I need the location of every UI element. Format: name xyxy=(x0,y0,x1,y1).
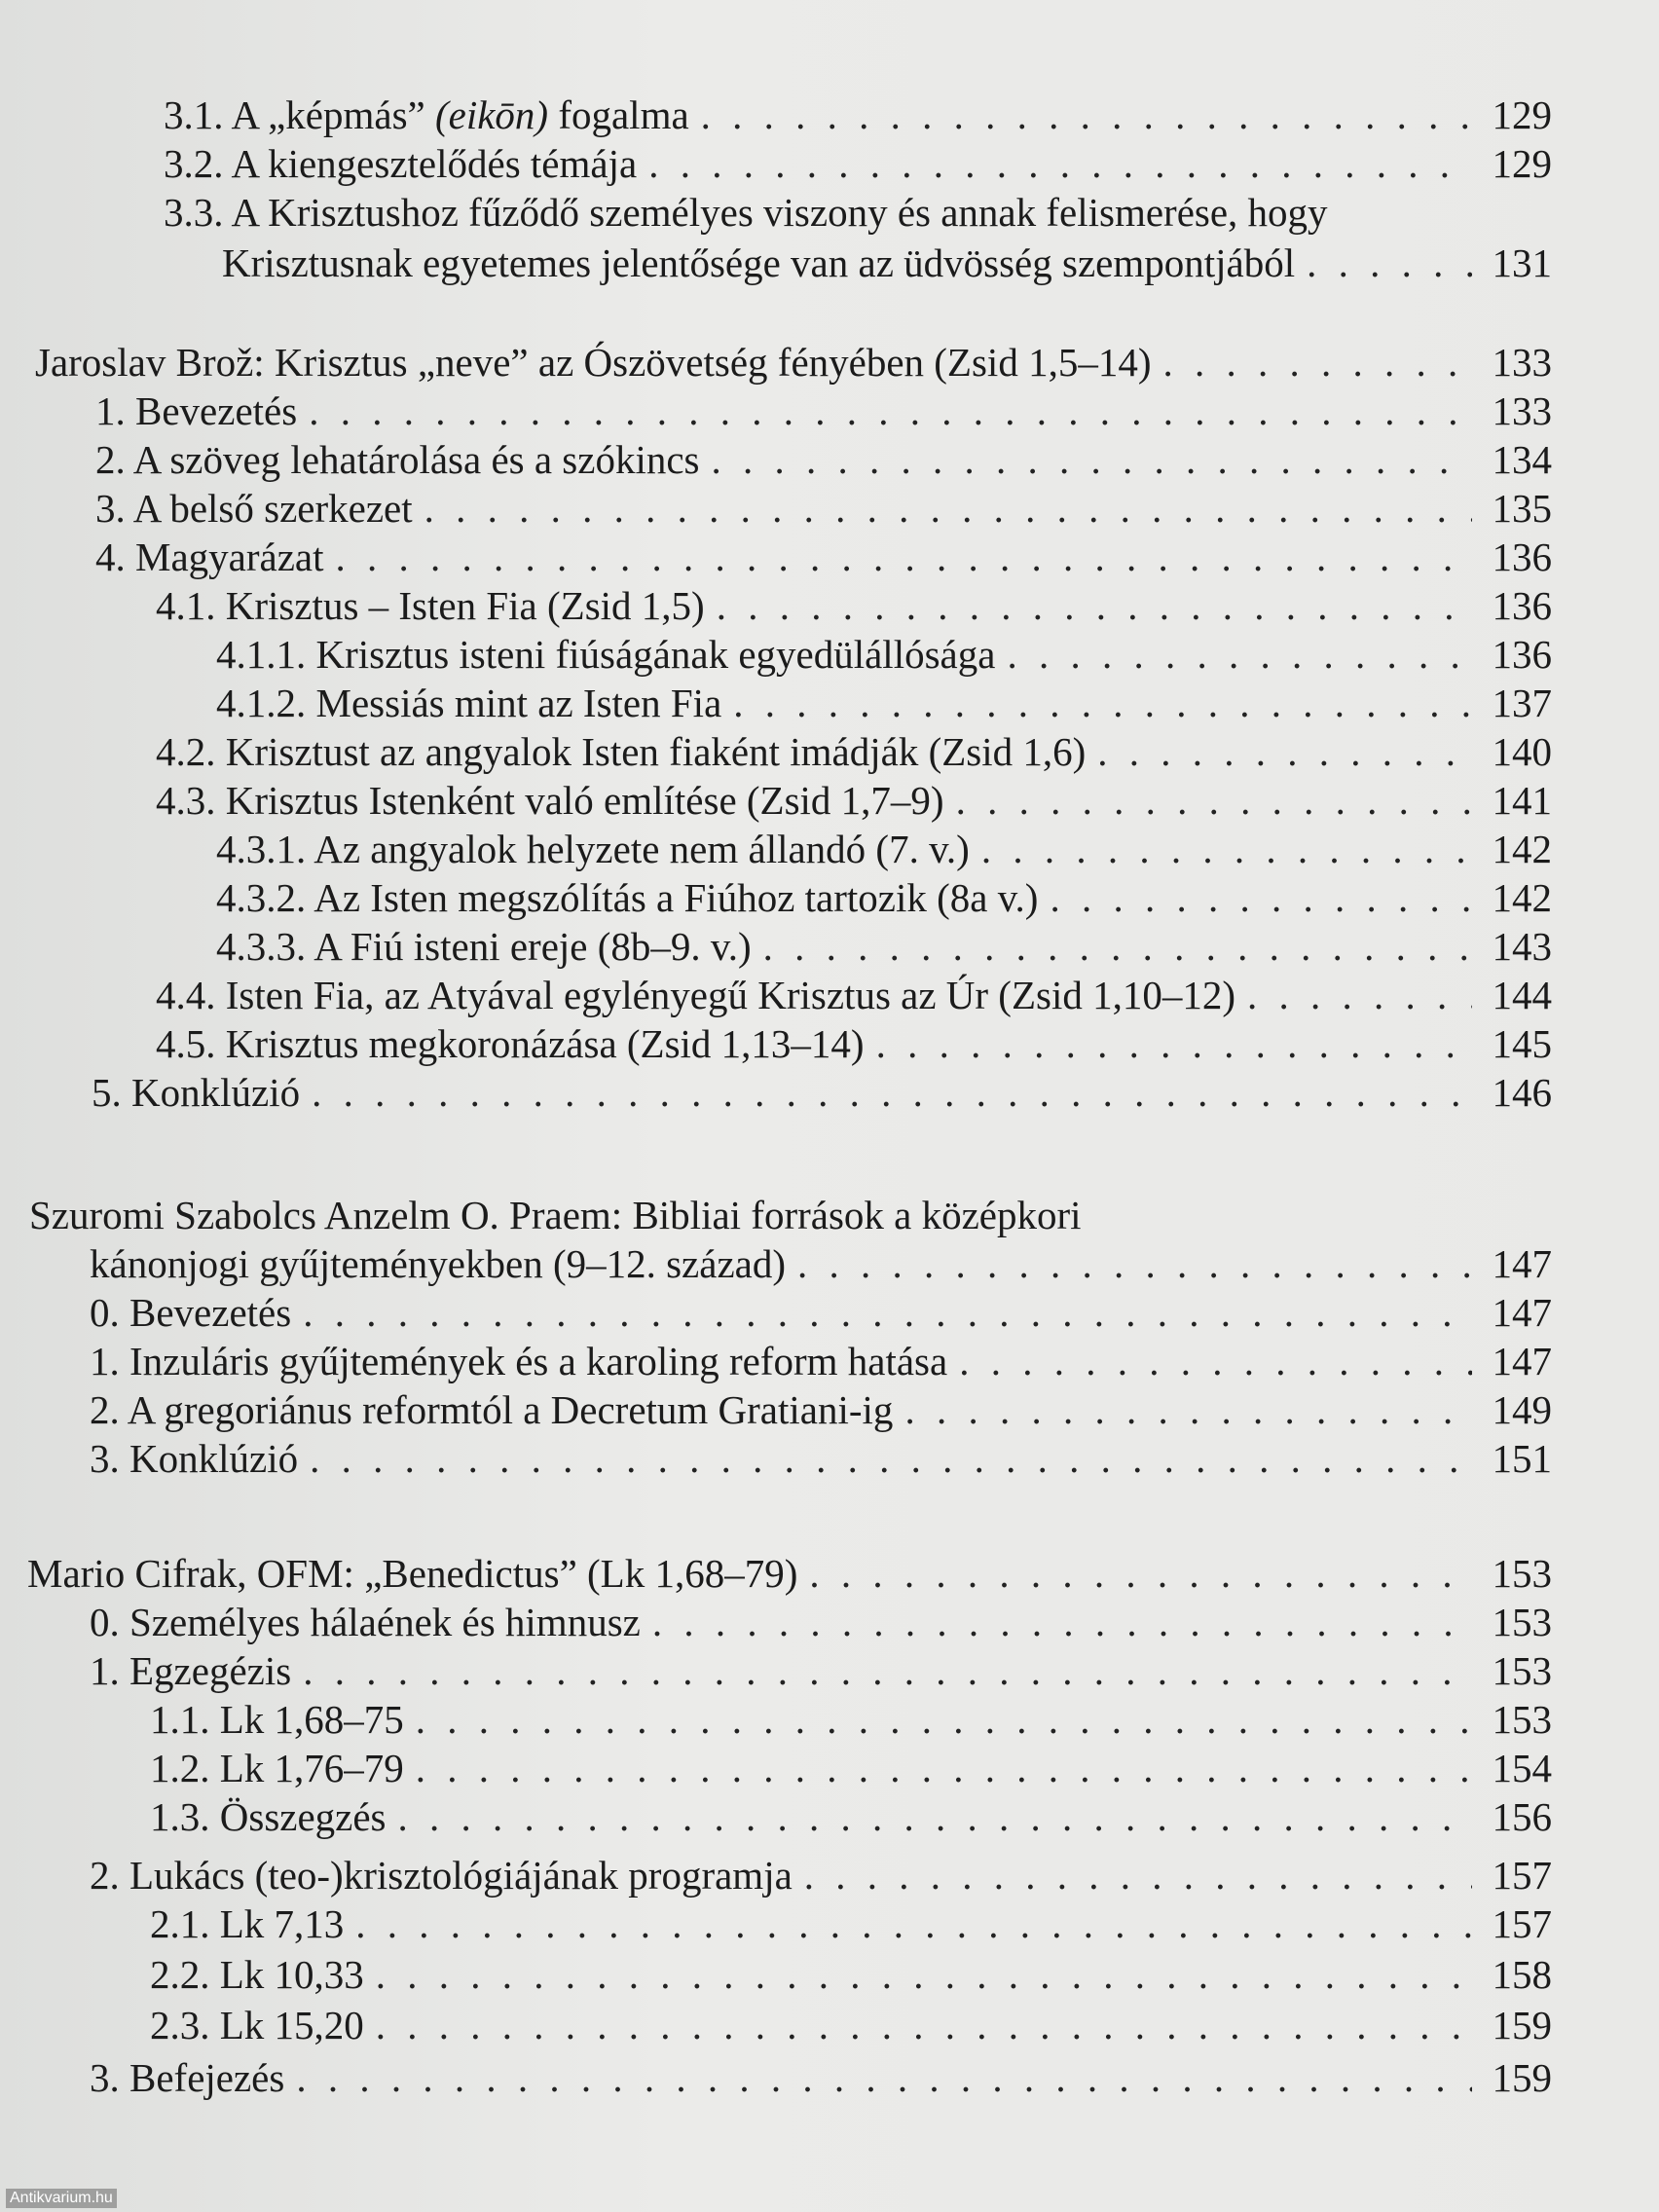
toc-entry-title: 4.3.2. Az Isten megszólítás a Fiúhoz tartozik (8a v.) xyxy=(216,875,1039,920)
toc-entry xyxy=(156,775,1552,826)
toc-page-number: 134 xyxy=(1492,437,1552,482)
toc-page-number: 137 xyxy=(1492,681,1552,725)
leader-dots xyxy=(733,678,1472,728)
leader-dots xyxy=(904,1384,1472,1435)
toc-entry-title: 0. Személyes hálaének és himnusz xyxy=(90,1600,641,1644)
toc-page-number: 157 xyxy=(1492,1853,1552,1898)
toc-page-number: 153 xyxy=(1492,1551,1552,1596)
toc-entry-title: 4.3.3. A Fiú isteni ereje (8b–9. v.) xyxy=(216,924,752,969)
toc-entry-title: 3. Befejezés xyxy=(90,2055,285,2100)
toc-entry xyxy=(90,1433,1552,1484)
toc-page-number: 156 xyxy=(1492,1794,1552,1839)
toc-entry-title: 2. A szöveg lehatárolása és a szókincs xyxy=(95,437,700,482)
leader-dots xyxy=(424,483,1472,534)
leader-dots xyxy=(398,1791,1472,1842)
toc-page-number: 147 xyxy=(1492,1339,1552,1383)
toc-entry-title: kánonjogi gyűjteményekben (9–12. század) xyxy=(90,1241,786,1286)
toc-page-number: 141 xyxy=(1492,778,1552,823)
toc-entry xyxy=(150,1899,1552,1949)
toc-page-number: 153 xyxy=(1492,1648,1552,1693)
toc-page-number: 136 xyxy=(1492,632,1552,677)
toc-page-number: 142 xyxy=(1492,875,1552,920)
toc-page-number: 151 xyxy=(1492,1436,1552,1481)
toc-entry xyxy=(90,1597,1552,1647)
leader-dots xyxy=(336,532,1473,582)
toc-entry xyxy=(216,872,1552,923)
toc-entry xyxy=(90,1336,1552,1386)
toc-entry-title: Jaroslav Brož: Krisztus „neve” az Ószövetség fényében (Zsid 1,5–14) xyxy=(35,340,1152,385)
toc-entry-title: 1.3. Összegzés xyxy=(150,1794,387,1839)
toc-page-number: 153 xyxy=(1492,1600,1552,1644)
toc-page-number: 147 xyxy=(1492,1290,1552,1335)
toc-entry-title: 4.1.1. Krisztus isteni fiúságának egyedülállósága xyxy=(216,632,996,677)
toc-entry xyxy=(216,678,1552,728)
toc-page-number: 143 xyxy=(1492,924,1552,969)
toc-page-number: 129 xyxy=(1492,141,1552,186)
toc-entry-title: 2. A gregoriánus reformtól a Decretum Gratiani-ig xyxy=(90,1387,894,1432)
toc-entry-title: 4. Magyarázat xyxy=(95,535,324,579)
leader-dots xyxy=(1007,629,1472,680)
toc-page-number: 149 xyxy=(1492,1387,1552,1432)
toc-entry xyxy=(35,337,1552,387)
toc-entry-title: 2. Lukács (teo-)krisztológiájának programja xyxy=(90,1853,793,1898)
leader-dots xyxy=(652,1597,1472,1647)
leader-dots xyxy=(416,1694,1472,1745)
leader-dots xyxy=(1307,238,1472,288)
toc-entry xyxy=(164,138,1552,189)
leader-dots xyxy=(310,1433,1472,1484)
toc-entry xyxy=(95,483,1552,534)
leader-dots xyxy=(1162,337,1472,387)
toc-entry-title: 1. Egzegézis xyxy=(90,1648,292,1693)
leader-dots xyxy=(804,1850,1472,1900)
toc-entry-title: 5. Konklúzió xyxy=(92,1070,301,1115)
leader-dots xyxy=(763,921,1472,972)
toc-entry xyxy=(90,1384,1552,1435)
toc-entry xyxy=(156,970,1552,1020)
toc-page-number: 133 xyxy=(1492,340,1552,385)
toc-page-number: 136 xyxy=(1492,535,1552,579)
toc-entry xyxy=(216,921,1552,972)
toc-entry-title: 1. Inzuláris gyűjtemények és a karoling reform hatása xyxy=(90,1339,948,1383)
toc-page-number: 159 xyxy=(1492,2055,1552,2100)
toc-entry-title: Mario Cifrak, OFM: „Benedictus” (Lk 1,68–79) xyxy=(27,1551,798,1596)
toc-entry xyxy=(27,1548,1552,1599)
toc-page-number: 133 xyxy=(1492,388,1552,433)
toc-entry-title: 3.2. A kiengesztelődés témája xyxy=(164,141,638,186)
toc-page-number: 131 xyxy=(1492,240,1552,285)
toc-entry xyxy=(150,2000,1552,2050)
toc-entry xyxy=(216,629,1552,680)
toc-page-number: 147 xyxy=(1492,1241,1552,1286)
toc-entry xyxy=(90,1850,1552,1900)
toc-entry xyxy=(156,1018,1552,1069)
leader-dots xyxy=(1097,726,1472,777)
leader-dots xyxy=(376,2000,1472,2050)
toc-entry xyxy=(90,1238,1552,1289)
toc-entry xyxy=(150,1791,1552,1842)
toc-entry xyxy=(90,1645,1552,1696)
toc-page-number: 140 xyxy=(1492,729,1552,774)
toc-entry xyxy=(156,726,1552,777)
toc-entry xyxy=(95,532,1552,582)
toc-entry-title: 2.3. Lk 15,20 xyxy=(150,2003,364,2047)
leader-dots xyxy=(303,1645,1472,1696)
toc-entry xyxy=(222,238,1552,288)
toc-page-number: 154 xyxy=(1492,1746,1552,1790)
leader-dots xyxy=(296,2052,1472,2103)
toc-entry-title: 0. Bevezetés xyxy=(90,1290,292,1335)
toc-entry xyxy=(90,1287,1552,1338)
watermark: Antikvarium.hu xyxy=(6,2189,117,2208)
toc-page-number: 135 xyxy=(1492,486,1552,531)
toc-entry xyxy=(150,1743,1552,1793)
toc-entry-title: 3.3. A Krisztushoz fűződő személyes viszony és annak felismerése, hogy xyxy=(164,190,1328,235)
toc-page-number: 157 xyxy=(1492,1901,1552,1946)
toc-page-number: 144 xyxy=(1492,973,1552,1017)
toc-entry xyxy=(90,2052,1552,2103)
leader-dots xyxy=(416,1743,1472,1793)
toc-entry-title: 3. Konklúzió xyxy=(90,1436,299,1481)
toc-entry-title: 4.4. Isten Fia, az Atyával egylényegű Krisztus az Úr (Zsid 1,10–12) xyxy=(156,973,1236,1017)
toc-entry-title: 4.1. Krisztus – Isten Fia (Zsid 1,5) xyxy=(156,583,705,628)
leader-dots xyxy=(959,1336,1472,1386)
toc-entry-title: 2.2. Lk 10,33 xyxy=(150,1952,364,1997)
toc-page-number: 136 xyxy=(1492,583,1552,628)
toc-page-number: 129 xyxy=(1492,92,1552,137)
toc-entry-title: 2.1. Lk 7,13 xyxy=(150,1901,345,1946)
toc-entry-title: Krisztusnak egyetemes jelentősége van az üdvösség szempontjából xyxy=(222,240,1296,285)
toc-entry-title: 3.1. A „képmás” (eikōn) fogalma xyxy=(164,92,689,137)
toc-entry-title: 4.2. Krisztust az angyalok Isten fiaként imádják (Zsid 1,6) xyxy=(156,729,1087,774)
leader-dots xyxy=(355,1899,1472,1949)
toc-entry xyxy=(95,434,1552,485)
toc-page-number: 159 xyxy=(1492,2003,1552,2047)
leader-dots xyxy=(712,434,1472,485)
toc-entry-title: 4.1.2. Messiás mint az Isten Fia xyxy=(216,681,722,725)
toc-entry-title: 3. A belső szerkezet xyxy=(95,486,413,531)
leader-dots xyxy=(312,1067,1472,1118)
toc-entry xyxy=(150,1949,1552,2000)
leader-dots xyxy=(956,775,1472,826)
toc-entry xyxy=(95,386,1552,436)
toc-entry-title: 1.1. Lk 1,68–75 xyxy=(150,1697,404,1742)
toc-entry-title: 4.3.1. Az angyalok helyzete nem állandó (7. v.) xyxy=(216,827,970,871)
leader-dots xyxy=(309,386,1472,436)
toc-entry xyxy=(92,1067,1552,1118)
toc-page-number: 158 xyxy=(1492,1952,1552,1997)
toc-entry xyxy=(164,90,1552,140)
leader-dots xyxy=(876,1018,1472,1069)
leader-dots xyxy=(809,1548,1472,1599)
leader-dots xyxy=(717,580,1472,631)
leader-dots xyxy=(376,1949,1472,2000)
leader-dots xyxy=(981,824,1472,874)
leader-dots xyxy=(1247,970,1472,1020)
leader-dots xyxy=(1050,872,1472,923)
toc-entry-title: Szuromi Szabolcs Anzelm O. Praem: Bibliai források a középkori xyxy=(29,1193,1082,1237)
leader-dots xyxy=(701,90,1472,140)
toc-entry-title: 1.2. Lk 1,76–79 xyxy=(150,1746,404,1790)
toc-entry-title: 4.3. Krisztus Istenként való említése (Zsid 1,7–9) xyxy=(156,778,944,823)
toc-page-number: 142 xyxy=(1492,827,1552,871)
toc-entry-title: 4.5. Krisztus megkoronázása (Zsid 1,13–14) xyxy=(156,1021,865,1066)
leader-dots xyxy=(797,1238,1472,1289)
toc-entry xyxy=(150,1694,1552,1745)
toc-page-number: 153 xyxy=(1492,1697,1552,1742)
toc-page-number: 146 xyxy=(1492,1070,1552,1115)
toc-entry xyxy=(156,580,1552,631)
toc-entry xyxy=(216,824,1552,874)
toc-page-number: 145 xyxy=(1492,1021,1552,1066)
leader-dots xyxy=(648,138,1472,189)
toc-entry-title: 1. Bevezetés xyxy=(95,388,298,433)
leader-dots xyxy=(303,1287,1472,1338)
